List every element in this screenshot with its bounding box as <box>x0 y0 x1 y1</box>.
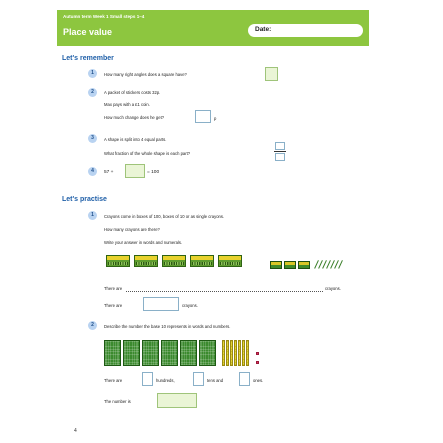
hundred-block <box>161 340 178 366</box>
practise-q2-ones-box[interactable] <box>239 372 250 386</box>
fraction-bar <box>274 151 286 152</box>
remember-q2-line1: A packet of stickers costs 32p. <box>104 90 161 95</box>
practise-q1-line2: How many crayons are there? <box>104 227 160 232</box>
practise-q1-there-are-numerals: There are <box>104 303 123 308</box>
crayon-box-100 <box>106 255 130 267</box>
practise-q2-number-is: The number is <box>104 399 131 404</box>
remember-q4-number: 4 <box>88 167 97 176</box>
crayon-box-10 <box>298 261 310 269</box>
date-field[interactable] <box>248 24 363 37</box>
remember-q2-line2: Max pays with a £1 coin. <box>104 102 150 107</box>
remember-q3-number: 3 <box>88 134 97 143</box>
practise-q2-hundreds-label: hundreds, <box>156 378 175 383</box>
hundred-block <box>199 340 216 366</box>
remember-q1-text: How many right angles does a square have? <box>104 72 187 77</box>
one-cube <box>256 352 259 355</box>
remember-q4-right: = 100 <box>147 170 160 175</box>
practise-q2-number: 2 <box>88 321 97 330</box>
page-title: Place value <box>63 27 113 37</box>
crayon-box-100 <box>134 255 158 267</box>
crayon-box-10 <box>270 261 282 269</box>
remember-q3-line1: A shape is split into 4 equal parts. <box>104 137 167 142</box>
crayon-box-10 <box>284 261 296 269</box>
practise-q1-numeral-answer-box[interactable] <box>143 297 179 311</box>
hundred-block <box>123 340 140 366</box>
header-meta: Autumn term Week 1 Small steps 1–4 <box>63 14 145 19</box>
header-banner <box>57 10 369 46</box>
hundred-block <box>142 340 159 366</box>
remember-q2-line3: How much change does he get? <box>104 115 165 120</box>
remember-q2-answer-box[interactable] <box>195 110 211 123</box>
ten-rod <box>238 340 241 366</box>
date-label: Date: <box>255 26 272 33</box>
practise-q1-words-answer-line[interactable] <box>126 291 323 292</box>
ten-rod <box>242 340 245 366</box>
crayon-box-100 <box>218 255 242 267</box>
remember-q1-answer-box[interactable] <box>265 67 278 81</box>
practise-q1-there-are-words: There are <box>104 286 123 291</box>
crayon-box-100 <box>162 255 186 267</box>
remember-q2-unit: p <box>214 116 217 121</box>
ten-rod <box>226 340 229 366</box>
remember-q1-number: 1 <box>88 69 97 78</box>
practise-q2-tens-box[interactable] <box>193 372 204 386</box>
practise-q2-hundreds-box[interactable] <box>142 372 153 386</box>
remember-q3-numerator-box[interactable] <box>275 142 285 150</box>
practise-q2-line1: Describe the number the base 10 represents in words and numbers. <box>104 324 231 329</box>
ten-rod <box>234 340 237 366</box>
remember-q4-left: 57 + <box>104 170 114 175</box>
practise-q1-line3: Write your answer in words and numerals. <box>104 240 183 245</box>
remember-q3-line2: What fraction of the whole shape is each part? <box>104 151 191 156</box>
remember-q4-answer-box[interactable] <box>125 164 145 178</box>
practise-q2-number-answer-box[interactable] <box>157 393 197 408</box>
practise-q2-tens-label: tens and <box>207 378 224 383</box>
practise-q1-line1: Crayons come in boxes of 100, boxes of 10 or as single crayons. <box>104 214 225 219</box>
practise-q2-ones-label: ones. <box>253 378 264 383</box>
one-cube <box>256 361 259 364</box>
practise-q1-number: 1 <box>88 211 97 220</box>
practise-q1-crayons-numerals: crayons. <box>182 303 198 308</box>
remember-title: Let's remember <box>62 55 114 62</box>
crayon-box-100 <box>190 255 214 267</box>
single-crayon <box>338 260 343 269</box>
ten-rod <box>246 340 249 366</box>
page-number: 4 <box>74 428 77 434</box>
ten-rod <box>222 340 225 366</box>
practise-q1-crayons-words: crayons. <box>325 286 341 291</box>
remember-q3-denominator-box[interactable] <box>275 153 285 161</box>
practise-title: Let's practise <box>62 196 107 203</box>
ten-rod <box>230 340 233 366</box>
hundred-block <box>180 340 197 366</box>
remember-q2-number: 2 <box>88 88 97 97</box>
hundred-block <box>104 340 121 366</box>
practise-q2-there-are: There are <box>104 378 123 383</box>
